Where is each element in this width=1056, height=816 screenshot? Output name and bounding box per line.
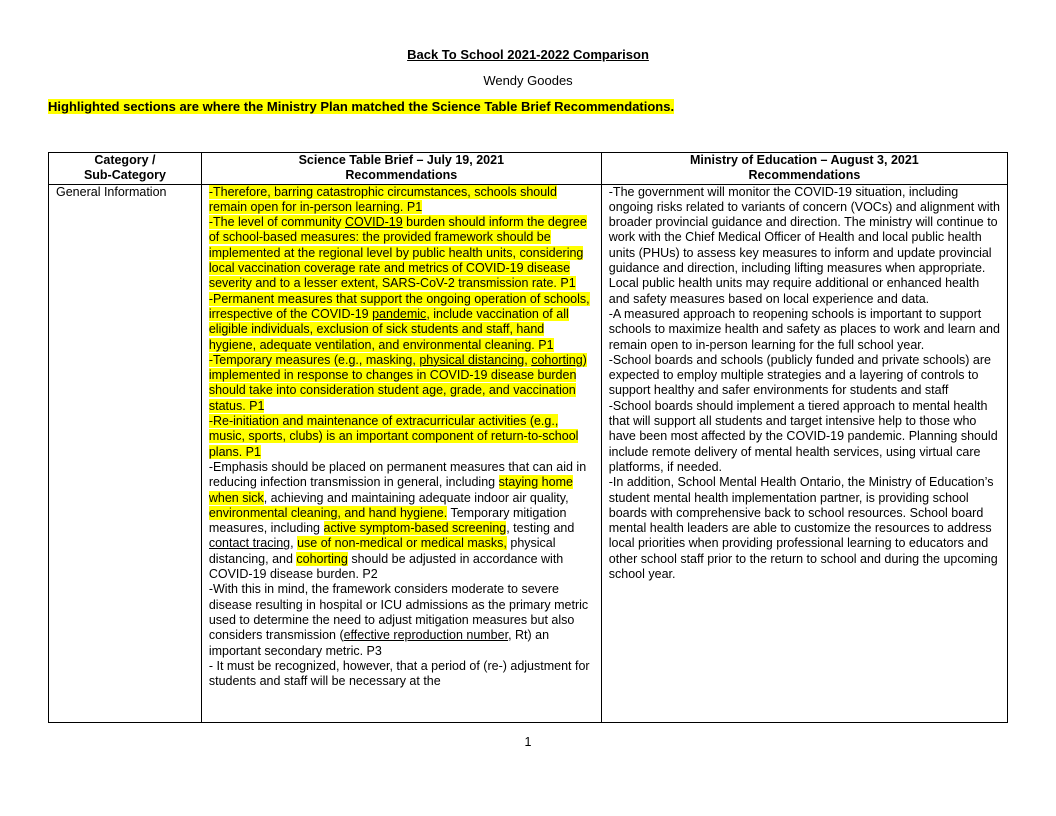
science-text: -Emphasis should be placed on permanent measures that can aid in reducing infection transmission in general, including	[208, 459, 587, 490]
science-text: Temporary mitigation measures, including	[208, 505, 567, 536]
header-category-line2: Sub-Category	[83, 168, 166, 183]
science-paragraph	[209, 292, 594, 353]
science-paragraph	[209, 414, 594, 460]
science-text: , achieving and maintaining adequate indoor air quality,	[263, 490, 569, 505]
science-highlight: cohorting	[296, 551, 348, 566]
science-paragraph	[209, 659, 594, 690]
document-author: Wendy Goodes	[483, 73, 573, 88]
science-text: ,	[524, 352, 532, 367]
science-text: should be adjusted in accordance with COVID-19 disease burden. P2	[208, 551, 564, 582]
science-text: ,	[290, 536, 298, 551]
header-ministry	[601, 153, 1007, 185]
science-paragraph	[209, 582, 594, 658]
science-text: -With this in mind, the framework considers moderate to severe disease resulting in hospital or ICU admissions as the primary metric used to determine the need to adjust mitigation measures but also considers transmission (	[208, 582, 589, 643]
science-highlight: staying home when sick	[208, 475, 573, 505]
ministry-paragraph: -A measured approach to reopening schools is important to support schools to maximize health and safety as places to work and learn and remain open to in-person learning for the full school year.	[608, 306, 1000, 352]
science-text: burden should inform the degree of school-based measures: the provided framework should be implemented at the regional level by public health units, considering local vaccination coverage rate and metrics of COVID-19 disease severity and to a lesser extent, SARS-CoV-2 transmission rate. P1	[208, 215, 587, 291]
science-link[interactable]: COVID-19	[345, 215, 403, 230]
science-link[interactable]: contact tracing	[208, 536, 291, 551]
header-science-line2: Recommendations	[345, 168, 458, 183]
table-header-row	[49, 153, 1008, 185]
science-highlight: use of non-medical or medical masks,	[297, 536, 507, 551]
science-link[interactable]: physical distancing	[419, 352, 525, 367]
science-paragraph	[209, 185, 594, 216]
header-category-line1: Category /	[94, 153, 156, 167]
science-text: -Therefore, barring catastrophic circumstances, schools should remain open for in-person learning. P1	[208, 184, 557, 214]
science-text: , testing and	[506, 521, 575, 536]
science-text: , include vaccination of all eligible individuals, exclusion of sick students and staff, hand hygiene, adequate ventilation, and environmental cleaning. P1	[208, 306, 569, 352]
science-paragraph	[209, 353, 594, 414]
science-text: -Permanent measures that support the ongoing operation of schools, irrespective of the COVID-19	[208, 291, 590, 321]
science-text: -Temporary measures (e.g., masking,	[208, 352, 420, 367]
page-number: 1	[524, 735, 532, 749]
header-category	[49, 153, 202, 185]
science-text: physical distancing, and	[208, 536, 556, 566]
ministry-paragraph: -In addition, School Mental Health Ontario, the Ministry of Education’s student mental health implementation partner, is providing school boards with comprehensive back to school resources. School board mental health leaders are able to customize the resources to address local priorities when providing professional learning to educators and other school staff prior to the return to school and during the upcoming school year.	[608, 475, 998, 582]
ministry-paragraph: -School boards should implement a tiered approach to mental health that will support all students and target intensive help to those who have been most affected by the COVID-19 pandemic. Planning should include remote delivery of mental health services, using virtual care platforms, if needed.	[608, 398, 998, 474]
header-science-table	[201, 153, 601, 185]
category-cell	[49, 184, 202, 722]
table-row	[49, 184, 1008, 722]
science-link[interactable]: cohorting	[531, 352, 583, 367]
science-paragraph	[209, 215, 594, 291]
header-ministry-line1: Ministry of Education – August 3, 2021	[690, 153, 919, 167]
science-text: - It must be recognized, however, that a period of (re-) adjustment for students and staff will be necessary at the	[208, 658, 590, 689]
science-content	[209, 185, 594, 722]
ministry-paragraph: -The government will monitor the COVID-19 situation, including ongoing risks related to variants of concern (VOCs) and alignment with broader provincial guidance and direction. The ministry will continue to work with the Chief Medical Officer of Health and local public health units (PHUs) to assess key measures to inform and update provincial guidance and direction, including lifting measures when appropriate. Local public health units may require additional or enhanced health and safety measures based on local experience and data.	[608, 184, 1000, 306]
header-science-line1: Science Table Brief – July 19, 2021	[298, 153, 505, 167]
document-title: Back To School 2021-2022 Comparison	[407, 47, 649, 62]
category-label: General Information	[56, 184, 167, 199]
science-text: -Re-initiation and maintenance of extracurricular activities (e.g., music, sports, clubs) is an important component of return-to-school plans. P1	[208, 414, 579, 459]
science-highlight: active symptom-based screening	[323, 521, 507, 536]
ministry-cell	[601, 184, 1007, 722]
science-paragraph	[209, 460, 594, 582]
header-ministry-line2: Recommendations	[748, 168, 861, 183]
science-text: , Rt) an important secondary metric. P3	[208, 628, 550, 658]
science-link[interactable]: pandemic	[372, 306, 427, 321]
highlight-note-text: Highlighted sections are where the Ministry Plan matched the Science Table Brief Recommendations.	[48, 99, 675, 114]
science-text: -The level of community	[208, 215, 346, 230]
science-link[interactable]: effective reproduction number	[343, 628, 509, 643]
ministry-paragraph: -School boards and schools (publicly funded and private schools) are expected to employ multiple strategies and a layering of controls to support healthy and safer environments for students and staff	[608, 352, 991, 398]
science-text: ) implemented in response to changes in COVID-19 disease burden should take into consideration student age, grade, and vaccination status. P1	[208, 352, 587, 413]
science-cell	[201, 184, 601, 722]
highlight-note	[48, 99, 674, 114]
science-highlight: environmental cleaning, and hand hygiene.	[208, 505, 448, 520]
comparison-table	[48, 152, 1008, 723]
